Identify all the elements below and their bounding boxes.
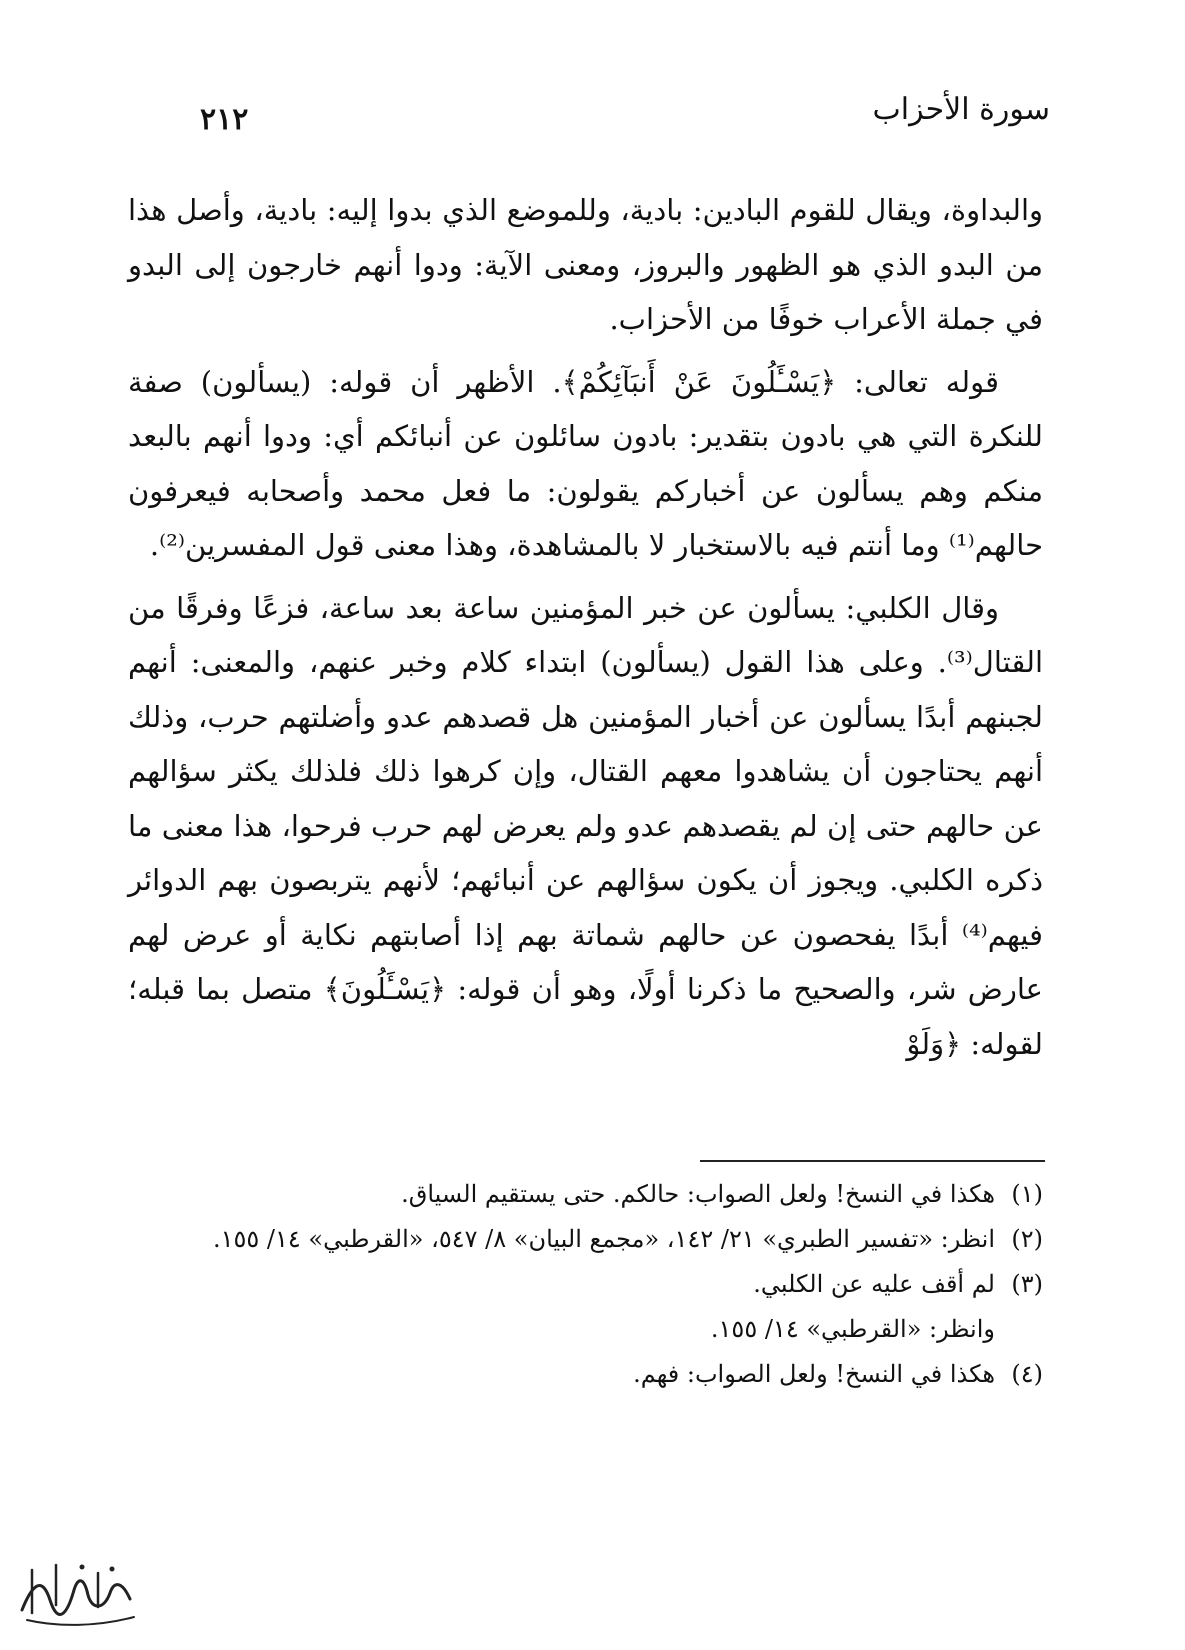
footnote-4: [128, 1352, 1043, 1397]
paragraph-3: وقال الكلبي: يسألون عن خبر المؤمنين ساعة بعد ساعة، فزعًا وفرقًا من القتال⁽³⁾. وعلى هذا القول (يسألون) ابتداء كلام وخبر عنهم، والمعنى: أنهم لجبنهم أبدًا يسألون عن أخبار المؤمنين هل قصدهم عدو وأضلتهم حرب، وذلك أنهم يحتاجون أن يشاهدوا معهم القتال، وإن كرهوا ذلك فلذلك يكثر سؤالهم عن حالهم حتى إن لم يقصدهم عدو ولم يعرض لهم حرب فرحوا، هذا معنى ما ذكره الكلبي. ويجوز أن يكون سؤالهم عن أنبائهم؛ لأنهم يتربصون بهم الدوائر فيهم⁽⁴⁾ أبدًا يفحصون عن حالهم شماتة بهم إذا أصابتهم نكاية أو عرض لهم عارض شر، والصحيح ما ذكرنا أولًا، وهو أن قوله: ﴿يَسْـَٔلُونَ﴾ متصل بما قبله؛ لقوله: ﴿وَلَوْ: [128, 590, 1043, 1061]
footnote-text: هكذا في النسخ! ولعل الصواب: حالكم. حتى يستقيم السياق.: [401, 1180, 995, 1208]
paragraph-1: والبداوة، ويقال للقوم البادين: بادية، وللموضع الذي بدوا إليه: بادية، وأصل هذا من البدو الذي هو الظهور والبروز، ومعنى الآية: ودوا أنهم خارجون إلى البدو في جملة الأعراب خوفًا من الأحزاب.: [128, 193, 1043, 336]
footnote-1: [128, 1172, 1043, 1217]
footnote-3-continuation: وانظر: «القرطبي» ١٤/ ١٥٥.: [710, 1315, 995, 1343]
footnote-text: هكذا في النسخ! ولعل الصواب: فهم.: [633, 1360, 995, 1388]
body-text: [128, 183, 1043, 1071]
footnote-number: (١): [1011, 1180, 1043, 1208]
page-number: ٢١٢: [200, 102, 249, 137]
footnote-separator: [700, 1160, 1045, 1162]
footnote-number: (٤): [1011, 1360, 1043, 1388]
footnote-text: انظر: «تفسير الطبري» ٢١/ ١٤٢، «مجمع البيان» ٨/ ٥٤٧، «القرطبي» ١٤/ ١٥٥.: [212, 1225, 995, 1253]
footnote-number: (٢): [1011, 1225, 1043, 1253]
footnote-3: [128, 1262, 1043, 1307]
footnotes: [128, 1172, 1043, 1397]
calligraphy-logo-icon: [12, 1555, 142, 1630]
footnote-number: (٣): [1011, 1270, 1043, 1298]
footnote-text: لم أقف عليه عن الكلبي.: [753, 1270, 995, 1298]
footnote-2: [128, 1217, 1043, 1262]
page-header: [200, 92, 1050, 142]
paragraph-2: قوله تعالى: ﴿يَسْـَٔلُونَ عَنْ أَنبَآئِكُمْ﴾. الأظهر أن قوله: (يسألون) صفة للنكرة التي هي بادون بتقدير: بادون سائلون عن أنبائكم أي: ودوا أنهم بالبعد منكم وهم يسألون عن أخباركم يقولون: ما فعل محمد وأصحابه فيعرفون حالهم⁽¹⁾ وما أنتم فيه بالاستخبار لا بالمشاهدة، وهذا معنى قول المفسرين⁽²⁾.: [128, 364, 1043, 562]
surah-title: سورة الأحزاب: [872, 92, 1050, 127]
